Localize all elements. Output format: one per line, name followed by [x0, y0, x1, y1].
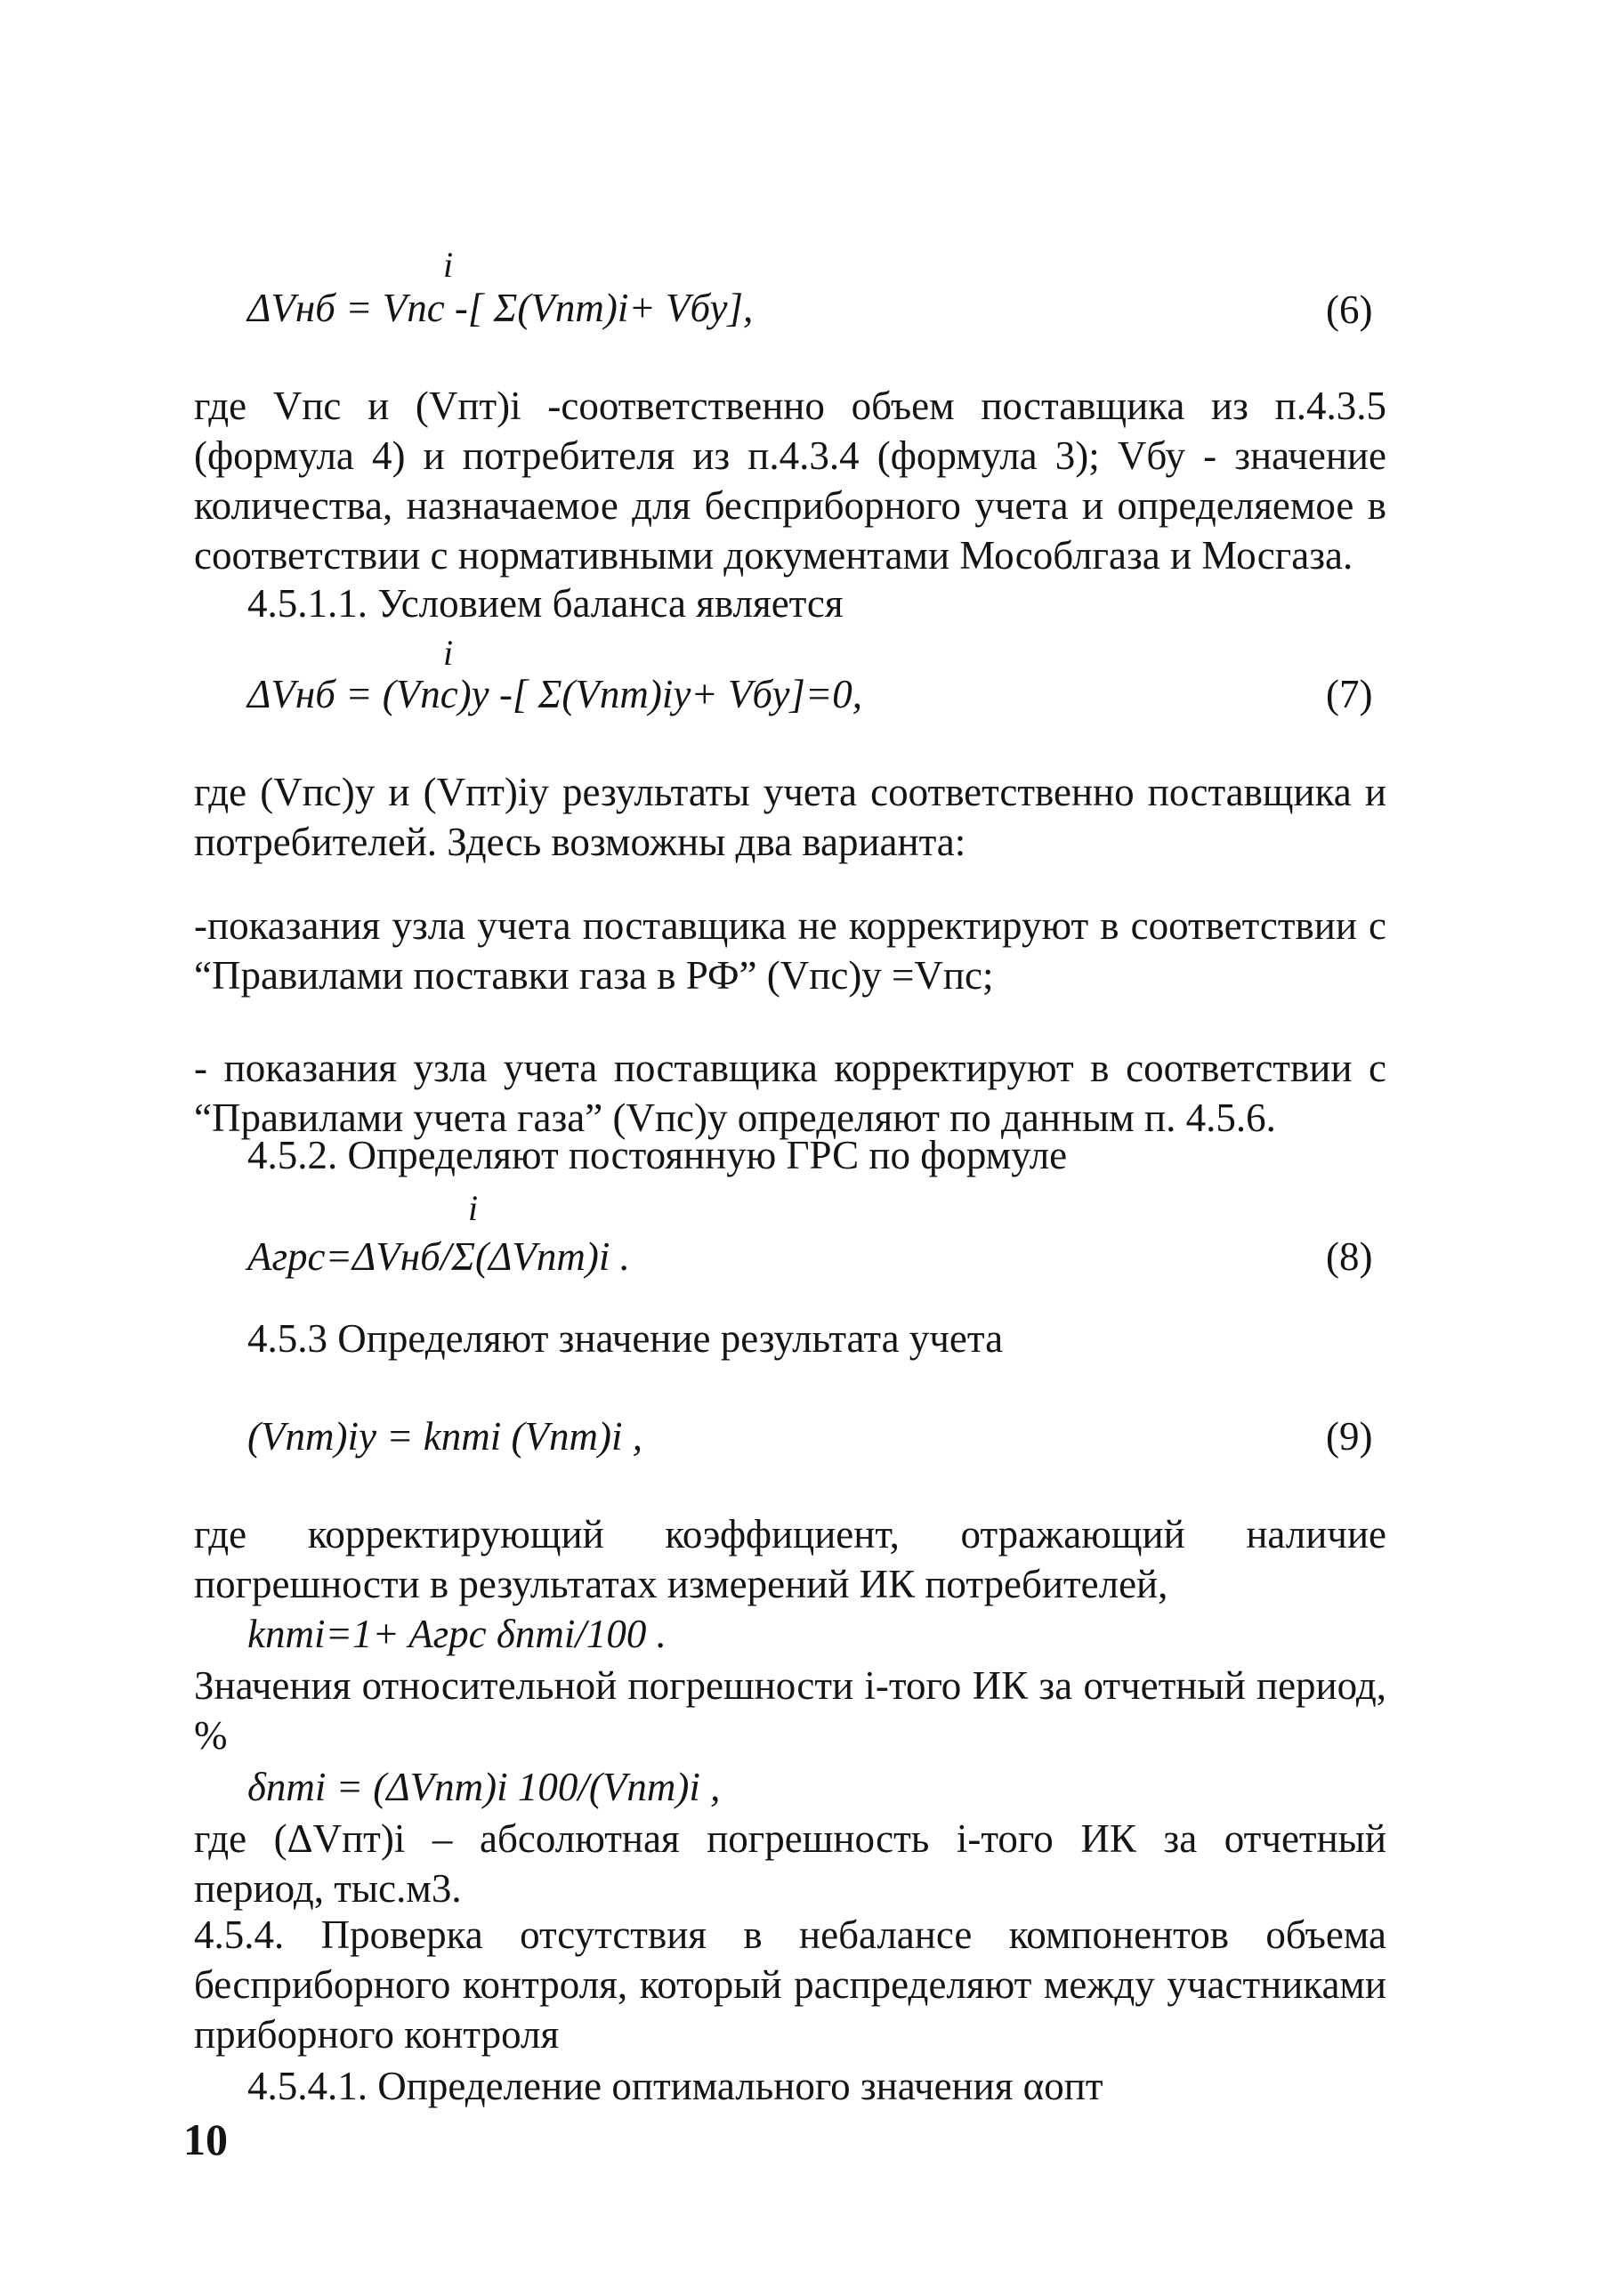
section-4-5-4-1-heading: 4.5.4.1. Определение оптимального значения αопт [247, 2064, 1103, 2108]
formula-6-number: (6) [1326, 287, 1373, 332]
formula8-sum-limit: i [468, 1188, 479, 1228]
formula-k-coefficient: kптi=1+ Aгрс δптi/100 . [247, 1612, 667, 1656]
paragraph-variant-2: - показания узла учета поставщика корректируют в соответствии с “Правилами учета газа” (Vпс)у определяют по данным п. 4.5.6. [194, 1046, 1386, 1140]
paragraph-section-4-5-4: 4.5.4. Проверка отсутствия в небалансе компонентов объема бесприборного контроля, который распределяют между участниками приборного контроля [194, 1912, 1386, 2057]
formula6-sum-limit: i [443, 245, 454, 285]
formula-7: ΔVнб = (Vпс)у -[ Σ(Vпт)iу+ Vбу]=0, [247, 672, 863, 716]
formula-8: Aгрс=ΔVнб/Σ(ΔVпт)i . [247, 1234, 630, 1279]
section-4-5-1-1-heading: 4.5.1.1. Условием баланса является [247, 581, 844, 626]
section-4-5-2-heading: 4.5.2. Определяют постоянную ГРС по формуле [247, 1133, 1068, 1177]
formula-7-number: (7) [1326, 672, 1373, 716]
formula-9: (Vпт)iу = kптi (Vпт)i , [247, 1414, 642, 1459]
paragraph-balance-results: где (Vпс)у и (Vпт)iу результаты учета соответственно поставщика и потребителей. Здесь возможны два варианта: [194, 770, 1386, 864]
formula-8-number: (8) [1326, 1234, 1373, 1279]
page-number: 10 [183, 2114, 228, 2164]
section-4-5-3-heading: 4.5.3 Определяют значение результата учета [247, 1316, 1004, 1361]
paragraph-absolute-error: где (ΔVпт)i – абсолютная погрешность i-того ИК за отчетный период, тыс.м3. [194, 1816, 1386, 1911]
formula-relative-error: δптi = (ΔVпт)i 100/(Vпт)i , [247, 1765, 721, 1809]
paragraph-correction-coefficient: где корректирующий коэффициент, отражающий наличие погрешности в результатах измерений ИК потребителей, [194, 1512, 1386, 1606]
formula7-sum-limit: i [443, 633, 454, 673]
formula-6: ΔVнб = Vпс -[ Σ(Vпт)i+ Vбу], [247, 286, 754, 330]
paragraph-variant-1: -показания узла учета поставщика не корректируют в соответствии с “Правилами поставки газа в РФ” (Vпс)у =Vпс; [194, 903, 1386, 998]
paragraph-definitions: где Vпс и (Vпт)i -соответственно объем поставщика из п.4.3.5 (формула 4) и потребителя из п.4.3.4 (формула 3); Vбу - значение количества, назначаемое для бесприборного учета и определяемое в соответствии с нормативными документами Мособлгаза и Мосгаза. [194, 384, 1386, 578]
formula-9-number: (9) [1326, 1414, 1373, 1459]
paragraph-relative-error: Значения относительной погрешности i-того ИК за отчетный период, % [194, 1663, 1386, 1758]
